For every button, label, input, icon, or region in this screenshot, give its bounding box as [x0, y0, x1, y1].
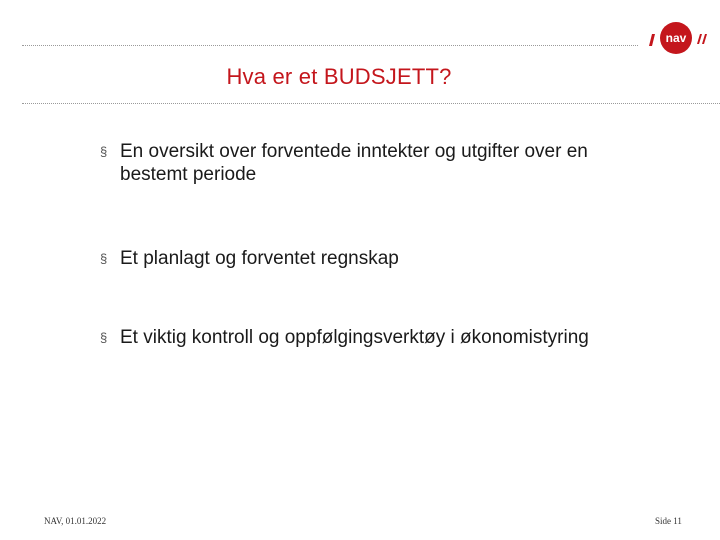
bullet-marker-icon: §: [100, 251, 108, 266]
bullet-text: Et planlagt og forventet regnskap: [120, 248, 399, 269]
list-item: [100, 326, 640, 349]
footer-page-number: Side 11: [655, 516, 682, 526]
list-item: [100, 247, 640, 270]
top-divider: [22, 45, 638, 46]
slide-title: Hva er et BUDSJETT?: [226, 64, 452, 89]
logo-text: nav: [665, 31, 687, 45]
bullet-text: Et viktig kontroll og oppfølgingsverktøy i økonomistyring: [120, 327, 589, 348]
footer-date: NAV, 01.01.2022: [44, 516, 107, 526]
nav-logo: [646, 20, 708, 56]
bullet-text: En oversikt over forventede inntekter og utgifter over en bestemt periode: [120, 141, 588, 185]
list-item: [100, 140, 640, 186]
title-divider: [22, 103, 720, 104]
bullet-marker-icon: §: [100, 144, 108, 159]
bullet-marker-icon: §: [100, 330, 108, 345]
